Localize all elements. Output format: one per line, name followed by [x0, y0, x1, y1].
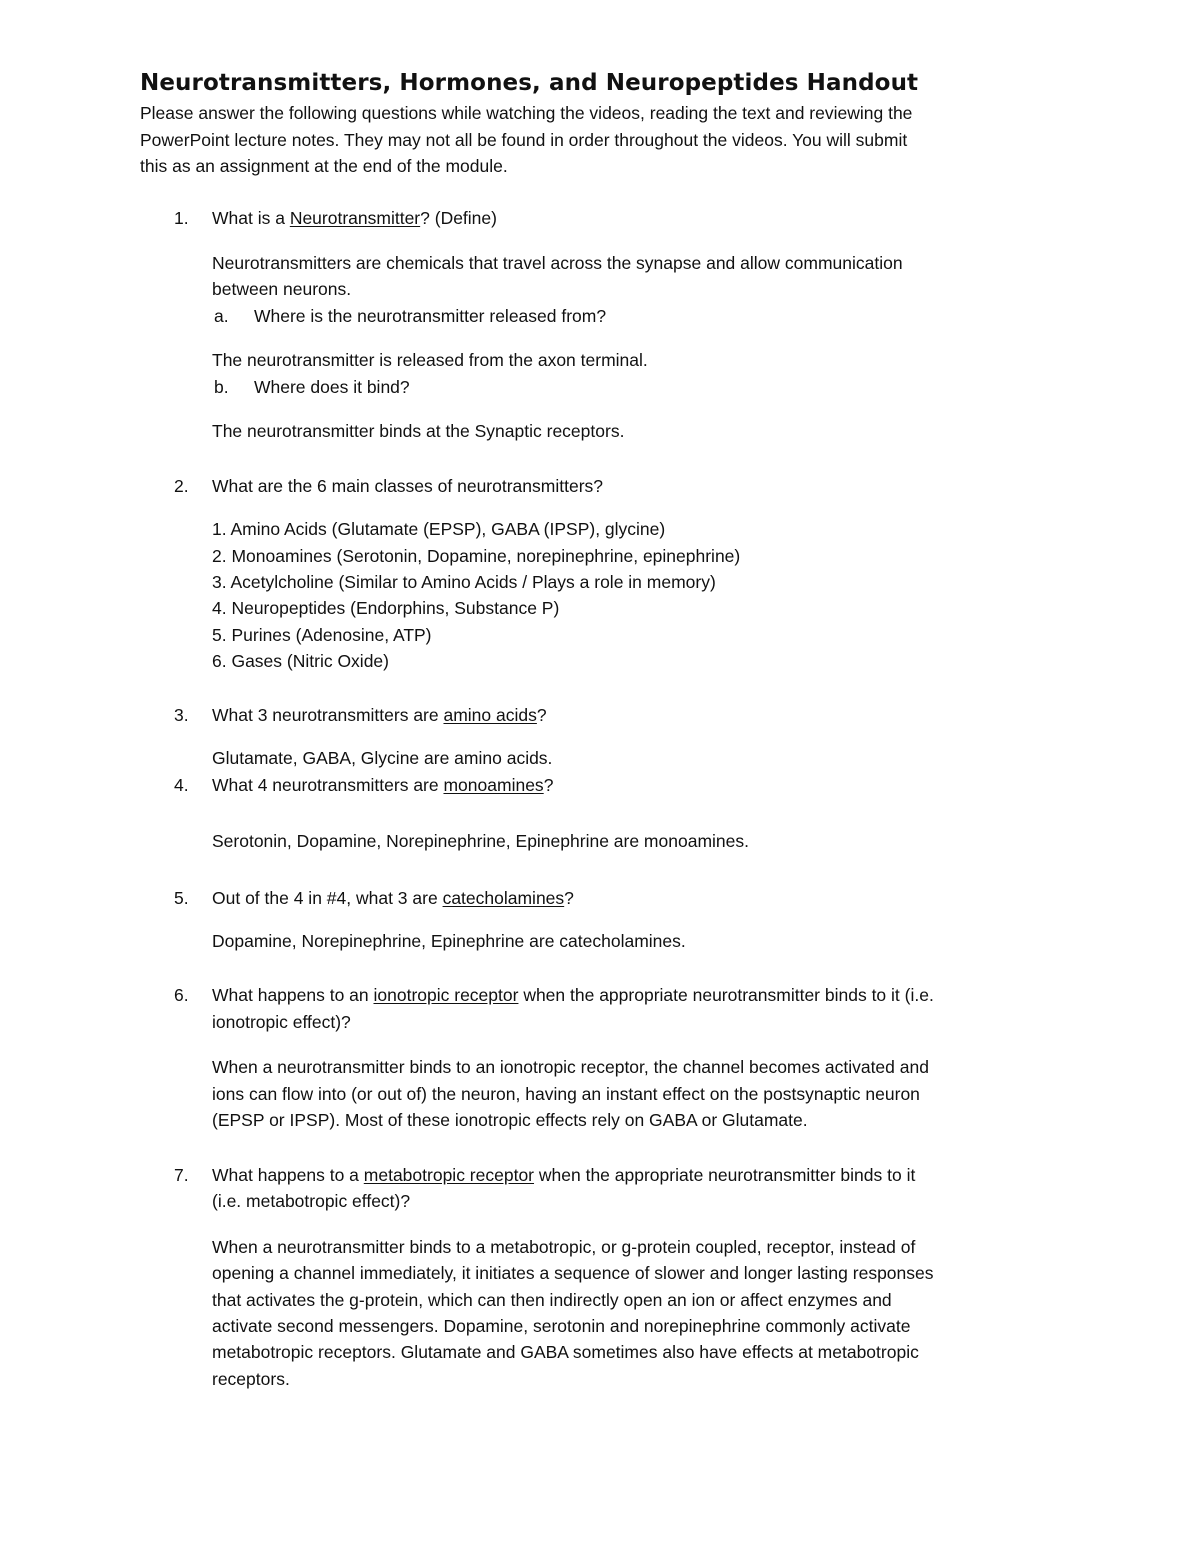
- question-text: What 4 neurotransmitters are: [212, 775, 444, 795]
- intro-line: PowerPoint lecture notes. They may not all be found in order throughout the videos. You will submit: [140, 129, 908, 150]
- answer-line: When a neurotransmitter binds to a metabotropic, or g-protein coupled, receptor, instead of: [212, 1237, 916, 1257]
- sub-question-label: b.: [214, 377, 229, 397]
- answer-line: 5. Purines (Adenosine, ATP): [212, 625, 432, 645]
- answer-line: Dopamine, Norepinephrine, Epinephrine are catecholamines.: [212, 931, 686, 951]
- question-number: 4.: [174, 775, 189, 795]
- question-3: [212, 703, 547, 727]
- question-number: 1.: [174, 208, 189, 228]
- answer-line: Serotonin, Dopamine, Norepinephrine, Epinephrine are monoamines.: [212, 831, 749, 851]
- answer-line: 4. Neuropeptides (Endorphins, Substance P): [212, 598, 560, 618]
- question-5: [212, 886, 574, 910]
- answer-line: activate second messengers. Dopamine, serotonin and norepinephrine commonly activate: [212, 1316, 911, 1336]
- answer-line: (EPSP or IPSP). Most of these ionotropic effects rely on GABA or Glutamate.: [212, 1110, 808, 1130]
- sub-question-text: Where does it bind?: [254, 377, 410, 397]
- question-2: What are the 6 main classes of neurotransmitters?: [212, 476, 604, 496]
- question-4: [212, 773, 553, 797]
- question-7: [212, 1163, 915, 1187]
- answer-line: 6. Gases (Nitric Oxide): [212, 651, 389, 671]
- question-text: ? (Define): [420, 208, 497, 228]
- question-text: What happens to a: [212, 1165, 364, 1185]
- question-number: 2.: [174, 476, 189, 496]
- question-text: ?: [543, 775, 554, 795]
- answer-line: When a neurotransmitter binds to an ionotropic receptor, the channel becomes activated and: [212, 1057, 929, 1077]
- sub-question-text: Where is the neurotransmitter released from?: [254, 306, 607, 326]
- question-number: 5.: [174, 888, 189, 908]
- answer-line: 3. Acetylcholine (Similar to Amino Acids / Plays a role in memory): [212, 572, 716, 592]
- question-6: [212, 983, 934, 1007]
- answer-line: The neurotransmitter is released from the axon terminal.: [212, 350, 648, 370]
- question-term: Neurotransmitter: [289, 208, 421, 228]
- intro-line: Please answer the following questions while watching the videos, reading the text and reviewing the: [140, 103, 913, 123]
- answer-line: receptors.: [212, 1369, 290, 1389]
- answer-line: The neurotransmitter binds at the Synaptic receptors.: [212, 421, 625, 441]
- question-text: when the appropriate neurotransmitter binds to it (i.e.: [518, 985, 934, 1005]
- intro-paragraph: [140, 100, 1060, 180]
- question-text: when the appropriate neurotransmitter binds to it: [534, 1165, 916, 1185]
- answer-line: ions can flow into (or out of) the neuron, having an instant effect on the postsynaptic neuron: [212, 1084, 920, 1104]
- question-text: ?: [564, 888, 574, 908]
- question-term: ionotropic receptor: [373, 985, 519, 1005]
- question-text: ?: [536, 705, 547, 725]
- question-text: (i.e. metabotropic effect)?: [212, 1191, 411, 1211]
- question-text: What happens to an: [212, 985, 374, 1005]
- question-term: monoamines: [443, 775, 544, 795]
- question-term: amino acids: [443, 705, 537, 725]
- answer-line: 2. Monoamines (Serotonin, Dopamine, norepinephrine, epinephrine): [212, 546, 741, 566]
- question-number: 7.: [174, 1165, 189, 1185]
- intro-line: this as an assignment at the end of the module.: [140, 156, 508, 176]
- answer-line: 1. Amino Acids (Glutamate (EPSP), GABA (IPSP), glycine): [212, 519, 666, 539]
- question-text: Out of the 4 in #4, what 3 are: [212, 888, 443, 908]
- question-1: [212, 206, 497, 230]
- question-term: metabotropic receptor: [363, 1165, 535, 1185]
- answer-line: that activates the g-protein, which can then indirectly open an ion or affect enzymes and: [212, 1290, 892, 1310]
- answer-line: Glutamate, GABA, Glycine are amino acids.: [212, 748, 553, 768]
- answer-line: metabotropic receptors. Glutamate and GABA sometimes also have effects at metabotropic: [212, 1342, 919, 1362]
- answer-line: Neurotransmitters are chemicals that travel across the synapse and allow communication: [212, 253, 903, 273]
- question-number: 3.: [174, 705, 189, 725]
- question-text: What 3 neurotransmitters are: [212, 705, 444, 725]
- question-text: What is a: [212, 208, 290, 228]
- answer-line: between neurons.: [212, 279, 352, 299]
- page-title: Neurotransmitters, Hormones, and Neuropeptides Handout: [140, 70, 919, 96]
- question-term: catecholamines: [442, 888, 565, 908]
- question-number: 6.: [174, 985, 189, 1005]
- question-text: ionotropic effect)?: [212, 1012, 351, 1032]
- sub-question-label: a.: [214, 306, 229, 326]
- answer-line: opening a channel immediately, it initiates a sequence of slower and longer lasting responses: [212, 1263, 934, 1283]
